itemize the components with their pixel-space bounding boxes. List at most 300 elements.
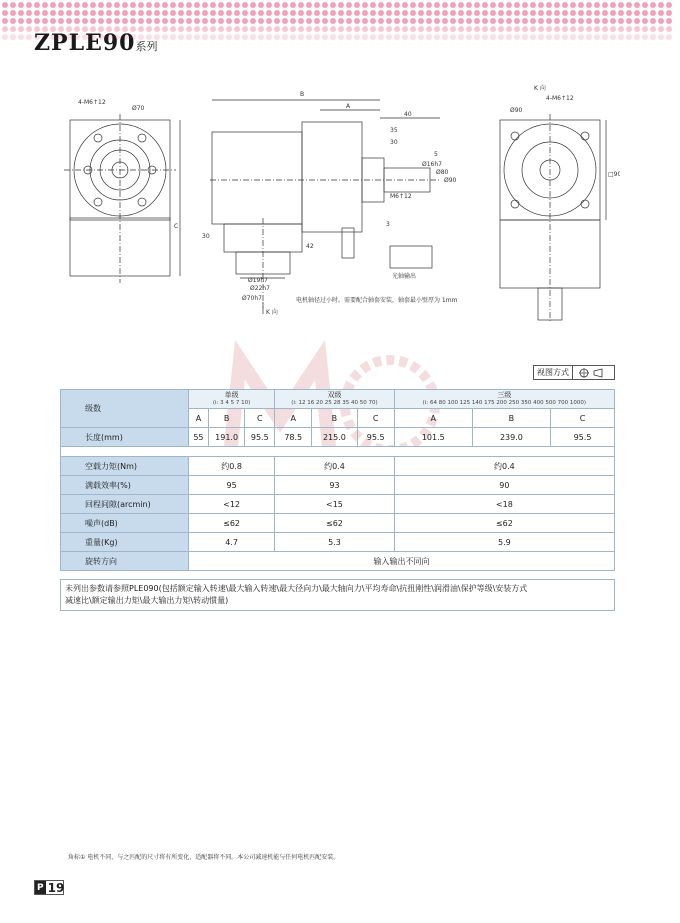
- header-dot: [634, 34, 640, 40]
- header-dot: [218, 18, 224, 24]
- right-hole: [581, 132, 589, 140]
- header-dot: [210, 18, 216, 24]
- header-dot: [314, 2, 320, 8]
- page-number: [34, 880, 64, 895]
- cone-projection-icon: [593, 368, 605, 378]
- header-dot: [578, 26, 584, 32]
- header-dot: [458, 10, 464, 16]
- row-value: 约0.4: [275, 457, 395, 476]
- header-dot: [290, 18, 296, 24]
- header-dot: [330, 2, 336, 8]
- header-dot: [82, 18, 88, 24]
- length-label: 长度(mm): [61, 428, 189, 447]
- header-dot: [162, 26, 168, 32]
- header-dot: [666, 34, 672, 40]
- header-dot: [210, 26, 216, 32]
- header-dot: [234, 2, 240, 8]
- header-dot: [426, 18, 432, 24]
- header-dot: [114, 10, 120, 16]
- header-dot: [42, 2, 48, 8]
- header-dot: [250, 26, 256, 32]
- header-dot: [170, 2, 176, 8]
- row-value: <12: [189, 495, 275, 514]
- header-dot: [226, 18, 232, 24]
- header-dot: [570, 18, 576, 24]
- header-dot: [498, 34, 504, 40]
- row-value: <15: [275, 495, 395, 514]
- header-dot: [258, 18, 264, 24]
- header-dot: [378, 2, 384, 8]
- note-line: 减速比\额定输出力矩\最大输出力矩\转动惯量): [65, 596, 229, 605]
- dim-header: B: [312, 409, 357, 428]
- header-dot: [2, 2, 8, 8]
- header-dot: [538, 26, 544, 32]
- header-dot: [226, 26, 232, 32]
- front-hole: [138, 134, 146, 142]
- header-dot: [114, 2, 120, 8]
- dim-header: C: [245, 409, 275, 428]
- header-dot: [570, 26, 576, 32]
- header-dot: [394, 18, 400, 24]
- header-dot: [298, 34, 304, 40]
- header-dot: [314, 26, 320, 32]
- header-dot: [434, 10, 440, 16]
- page-title: [34, 30, 157, 56]
- header-dot: [586, 34, 592, 40]
- table-row: [61, 476, 615, 495]
- header-dot: [506, 18, 512, 24]
- header-dot: [610, 26, 616, 32]
- header-dot: [122, 18, 128, 24]
- header-dot: [466, 26, 472, 32]
- header-dot: [490, 26, 496, 32]
- table-row: [61, 552, 615, 571]
- header-dot: [258, 2, 264, 8]
- header-dot: [146, 18, 152, 24]
- d42-label: 42: [306, 243, 314, 250]
- header-dot: [506, 26, 512, 32]
- stage-header: [189, 390, 275, 409]
- header-dot: [482, 26, 488, 32]
- header-dot: [530, 18, 536, 24]
- header-dot: [626, 18, 632, 24]
- dim-header: B: [208, 409, 245, 428]
- header-dot: [330, 18, 336, 24]
- header-dot: [162, 18, 168, 24]
- m6-label: M6↑12: [390, 193, 412, 200]
- row-value: <18: [394, 495, 614, 514]
- header-dot: [290, 2, 296, 8]
- header-dot: [122, 2, 128, 8]
- header-dot: [66, 10, 72, 16]
- header-dot: [274, 10, 280, 16]
- header-dot: [338, 2, 344, 8]
- header-dot: [626, 34, 632, 40]
- right-hole: [511, 132, 519, 140]
- header-dot: [306, 2, 312, 8]
- header-dot: [490, 18, 496, 24]
- header-dot: [10, 34, 16, 40]
- spec-table: [60, 389, 615, 571]
- header-dot: [506, 10, 512, 16]
- header-dot: [490, 10, 496, 16]
- header-dot: [154, 10, 160, 16]
- note-box: [60, 579, 615, 611]
- rotation-value: 输入输出不同向: [189, 552, 615, 571]
- header-dot: [282, 18, 288, 24]
- header-dot: [578, 2, 584, 8]
- header-dot: [370, 26, 376, 32]
- right-hole: [511, 200, 519, 208]
- header-dot: [538, 34, 544, 40]
- header-dot: [218, 10, 224, 16]
- header-dot: [666, 18, 672, 24]
- header-dot: [658, 26, 664, 32]
- header-dot: [362, 34, 368, 40]
- dia16-label: Ø16h7: [422, 161, 442, 168]
- header-dot: [426, 26, 432, 32]
- header-dot: [26, 2, 32, 8]
- header-dot: [338, 34, 344, 40]
- header-dot: [562, 2, 568, 8]
- dot-row: [0, 10, 680, 18]
- header-dot: [546, 18, 552, 24]
- header-dot: [202, 26, 208, 32]
- header-dot: [466, 18, 472, 24]
- header-dot: [298, 2, 304, 8]
- header-dot: [586, 2, 592, 8]
- header-dot: [594, 2, 600, 8]
- header-dot: [322, 18, 328, 24]
- header-dot: [594, 26, 600, 32]
- header-dot: [274, 26, 280, 32]
- header-dot: [58, 18, 64, 24]
- header-dot: [298, 10, 304, 16]
- header-dot: [634, 26, 640, 32]
- header-dot: [354, 26, 360, 32]
- header-dot: [242, 18, 248, 24]
- header-dot: [58, 10, 64, 16]
- front-bolt-label: 4-M6↑12: [78, 99, 106, 106]
- header-dot: [514, 10, 520, 16]
- header-dot: [370, 2, 376, 8]
- header-dot: [90, 18, 96, 24]
- header-dot: [2, 26, 8, 32]
- header-dot: [2, 34, 8, 40]
- header-dot: [10, 2, 16, 8]
- header-dot: [418, 18, 424, 24]
- header-dot: [362, 26, 368, 32]
- header-dot: [338, 18, 344, 24]
- header-dot: [514, 26, 520, 32]
- dia19-label: Ø19h7: [248, 277, 268, 284]
- header-dot: [282, 2, 288, 8]
- page-number-value: 19: [47, 880, 65, 895]
- header-dot: [666, 10, 672, 16]
- rotation-label: 旋转方向: [61, 552, 189, 571]
- header-dot: [458, 34, 464, 40]
- header-dot: [234, 34, 240, 40]
- header-dot: [610, 18, 616, 24]
- header-dot: [570, 2, 576, 8]
- header-dot: [98, 10, 104, 16]
- header-dot: [626, 2, 632, 8]
- header-dot: [26, 34, 32, 40]
- header-dot: [250, 18, 256, 24]
- front-pcd-label: Ø70: [132, 105, 145, 112]
- row-label: 回程间隙(arcmin): [61, 495, 189, 514]
- header-dot: [562, 18, 568, 24]
- header-dot: [642, 26, 648, 32]
- header-dot: [602, 18, 608, 24]
- row-value: 93: [275, 476, 395, 495]
- header-dot: [498, 10, 504, 16]
- length-value: 55: [189, 428, 209, 447]
- header-dot: [258, 10, 264, 16]
- header-dot: [426, 2, 432, 8]
- header-dot: [18, 26, 24, 32]
- length-value: 191.0: [208, 428, 245, 447]
- header-dot: [450, 34, 456, 40]
- header-dot: [410, 26, 416, 32]
- header-dot: [562, 34, 568, 40]
- header-dot: [578, 34, 584, 40]
- level-header: 级数: [61, 390, 189, 428]
- header-dot: [218, 2, 224, 8]
- header-dot: [194, 10, 200, 16]
- length-value: 215.0: [312, 428, 357, 447]
- header-dot: [442, 26, 448, 32]
- right-view: [500, 114, 606, 323]
- header-dot: [178, 34, 184, 40]
- length-value: 95.5: [245, 428, 275, 447]
- a-label: A: [346, 103, 351, 110]
- header-dot: [82, 2, 88, 8]
- header-dot: [474, 34, 480, 40]
- header-dot: [394, 2, 400, 8]
- header-dot: [2, 10, 8, 16]
- header-dot: [418, 34, 424, 40]
- header-dot: [658, 18, 664, 24]
- header-dot: [282, 26, 288, 32]
- header-dot: [626, 10, 632, 16]
- header-dot: [90, 2, 96, 8]
- header-dot: [618, 2, 624, 8]
- page-prefix: P: [37, 882, 44, 893]
- header-dot: [218, 26, 224, 32]
- footnote: 角标① 电机不同，与之匹配的尺寸将有所变化，适配器将不同。本公司减速机能与任何电机匹配安装。: [68, 854, 340, 861]
- header-dot: [330, 26, 336, 32]
- header-dot: [314, 34, 320, 40]
- header-dot: [154, 2, 160, 8]
- header-dot: [186, 18, 192, 24]
- header-dot: [578, 18, 584, 24]
- row-value: 5.3: [275, 533, 395, 552]
- right-bolt-label: 4-M6↑12: [546, 95, 574, 102]
- length-value: 78.5: [275, 428, 312, 447]
- header-dot: [66, 18, 72, 24]
- header-dot: [218, 34, 224, 40]
- header-dot: [194, 34, 200, 40]
- header-dot: [402, 18, 408, 24]
- header-dot: [386, 26, 392, 32]
- header-dot: [426, 34, 432, 40]
- header-dot: [514, 34, 520, 40]
- header-dot: [194, 2, 200, 8]
- header-dot: [266, 2, 272, 8]
- header-dot: [306, 34, 312, 40]
- technical-drawing: [60, 78, 620, 323]
- header-dot: [274, 34, 280, 40]
- header-dot: [554, 18, 560, 24]
- header-dot: [50, 2, 56, 8]
- stage-ratio: (i: 12 16 20 25 28 35 40 50 70): [291, 400, 378, 406]
- dim-header: A: [275, 409, 312, 428]
- header-dot: [186, 2, 192, 8]
- front-hole: [94, 134, 102, 142]
- header-dot: [354, 2, 360, 8]
- header-dot: [42, 18, 48, 24]
- view-mode-box: [533, 365, 615, 380]
- header-dot: [402, 26, 408, 32]
- header-dot: [618, 18, 624, 24]
- length-value: 95.5: [551, 428, 615, 447]
- header-dot: [18, 18, 24, 24]
- header-dot: [650, 2, 656, 8]
- stage-title: 双级: [327, 391, 342, 399]
- header-dot: [274, 2, 280, 8]
- header-dot: [10, 26, 16, 32]
- header-dot: [650, 26, 656, 32]
- header-dot: [618, 26, 624, 32]
- header-dot: [642, 18, 648, 24]
- header-dot: [210, 2, 216, 8]
- header-dot: [386, 2, 392, 8]
- table-row: [61, 457, 615, 476]
- header-dot: [242, 10, 248, 16]
- header-dot: [378, 26, 384, 32]
- header-dot: [170, 18, 176, 24]
- row-label: 噪声(dB): [61, 514, 189, 533]
- dot-row: [0, 18, 680, 26]
- header-dot: [370, 10, 376, 16]
- right-sq-label: □90: [608, 171, 620, 178]
- header-dot: [658, 2, 664, 8]
- header-dot: [226, 34, 232, 40]
- header-dot: [562, 26, 568, 32]
- header-dot: [434, 18, 440, 24]
- header-dot: [34, 18, 40, 24]
- row-value: 约0.8: [189, 457, 275, 476]
- right-k-label: K 向: [534, 85, 546, 92]
- header-dot: [50, 10, 56, 16]
- header-dot: [578, 10, 584, 16]
- drawing-svg: [60, 78, 620, 323]
- header-dot: [250, 34, 256, 40]
- header-dot: [354, 10, 360, 16]
- header-dot: [418, 26, 424, 32]
- header-dot: [306, 10, 312, 16]
- stage-header: [394, 390, 614, 409]
- header-dot: [490, 2, 496, 8]
- header-dot: [130, 18, 136, 24]
- side-flange: [302, 122, 362, 232]
- header-dot: [106, 10, 112, 16]
- header-dot: [274, 18, 280, 24]
- k-view-label: K 向: [266, 309, 278, 316]
- header-dot: [170, 34, 176, 40]
- header-dot: [402, 10, 408, 16]
- header-dot: [514, 2, 520, 8]
- header-dot: [346, 34, 352, 40]
- table-row: [61, 428, 615, 447]
- series-code: ZPLE90: [34, 30, 136, 56]
- header-dot: [194, 26, 200, 32]
- header-dot: [34, 10, 40, 16]
- header-dot: [418, 2, 424, 8]
- front-hole: [94, 198, 102, 206]
- header-dot: [330, 34, 336, 40]
- header-dot: [314, 10, 320, 16]
- stage-title: 单级: [224, 391, 239, 399]
- header-dot: [162, 34, 168, 40]
- table-row: [61, 495, 615, 514]
- header-dot: [474, 2, 480, 8]
- header-dot: [202, 34, 208, 40]
- header-dot: [258, 26, 264, 32]
- header-dot: [306, 18, 312, 24]
- header-dot: [538, 2, 544, 8]
- header-dot: [434, 34, 440, 40]
- header-dot: [194, 18, 200, 24]
- header-dot: [26, 26, 32, 32]
- header-dot: [26, 10, 32, 16]
- dia80-label: Ø80: [436, 169, 449, 176]
- dia22-label: Ø22h7: [250, 285, 270, 292]
- header-dot: [538, 10, 544, 16]
- header-dot: [634, 2, 640, 8]
- header-dot: [394, 10, 400, 16]
- header-dot: [138, 10, 144, 16]
- header-dot: [498, 18, 504, 24]
- header-dot: [570, 10, 576, 16]
- header-dot: [610, 10, 616, 16]
- header-dot: [482, 34, 488, 40]
- header-dot: [466, 2, 472, 8]
- view-mode-icons: [573, 368, 605, 378]
- header-dot: [530, 10, 536, 16]
- header-dot: [322, 34, 328, 40]
- length-value: 101.5: [394, 428, 472, 447]
- header-dot: [130, 10, 136, 16]
- header-dot: [186, 34, 192, 40]
- header-dot: [210, 34, 216, 40]
- header-dot: [546, 34, 552, 40]
- side-view: [210, 100, 440, 314]
- header-dot: [634, 18, 640, 24]
- header-dot: [74, 2, 80, 8]
- header-dot: [10, 10, 16, 16]
- front-c-label: C: [174, 223, 179, 230]
- d30v-label: 30: [202, 233, 210, 240]
- header-dot: [586, 26, 592, 32]
- header-dot: [586, 10, 592, 16]
- header-dot: [602, 26, 608, 32]
- header-dot: [546, 10, 552, 16]
- header-dot: [266, 18, 272, 24]
- header-dot: [250, 10, 256, 16]
- length-value: 239.0: [472, 428, 550, 447]
